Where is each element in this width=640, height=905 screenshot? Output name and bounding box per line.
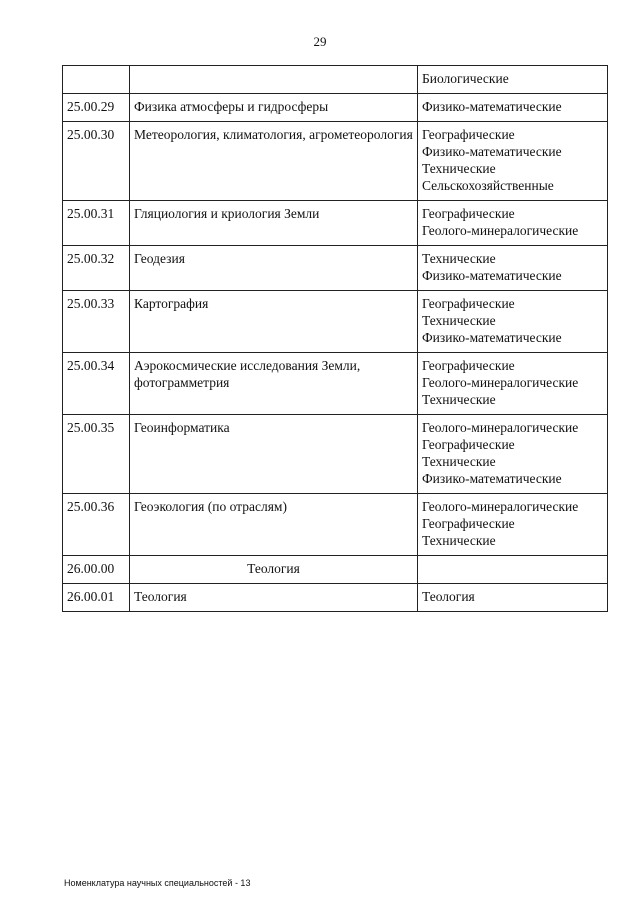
specialty-name: Аэрокосмические исследования Земли, фотограмметрия [130, 353, 418, 415]
specialty-name: Геоинформатика [130, 415, 418, 494]
science-branch: Геолого-минералогические [422, 499, 579, 514]
science-branch: Географические [422, 296, 515, 311]
table-row [63, 201, 608, 246]
science-branch: Географические [422, 127, 515, 142]
specialty-name: Метеорология, климатология, агрометеорология [130, 122, 418, 201]
table-row [63, 584, 608, 612]
science-branches [418, 201, 608, 246]
specialty-name [130, 66, 418, 94]
science-branch: Географические [422, 358, 515, 373]
science-branch: Геолого-минералогические [422, 420, 579, 435]
specialty-code: 25.00.31 [63, 201, 130, 246]
science-branch: Технические [422, 454, 496, 469]
specialty-code: 26.00.01 [63, 584, 130, 612]
specialty-name: Картография [130, 291, 418, 353]
science-branch: Сельскохозяйственные [422, 178, 554, 193]
table-row [63, 415, 608, 494]
specialty-code [63, 66, 130, 94]
specialties-table [62, 65, 608, 612]
science-branch: Физико-математические [422, 330, 562, 345]
table-row [63, 494, 608, 556]
page-number: 29 [313, 34, 327, 49]
specialty-code: 25.00.33 [63, 291, 130, 353]
specialty-name: Геоэкология (по отраслям) [130, 494, 418, 556]
specialty-name: Геодезия [130, 246, 418, 291]
specialty-code: 25.00.32 [63, 246, 130, 291]
science-branches [418, 415, 608, 494]
footer-note: Номенклатура научных специальностей - 13 [64, 878, 251, 888]
science-branch: Технические [422, 533, 496, 548]
science-branch: Геолого-минералогические [422, 223, 579, 238]
science-branches [418, 556, 608, 584]
science-branch: Физико-математические [422, 99, 562, 114]
table-row [63, 556, 608, 584]
specialty-code: 26.00.00 [63, 556, 130, 584]
science-branch: Физико-математические [422, 144, 562, 159]
science-branches [418, 291, 608, 353]
science-branch: Технические [422, 251, 496, 266]
science-branches [418, 122, 608, 201]
specialties-table-body [63, 66, 608, 612]
specialty-code: 25.00.34 [63, 353, 130, 415]
science-branch: Биологические [422, 71, 509, 86]
specialty-code: 25.00.35 [63, 415, 130, 494]
specialty-code: 25.00.36 [63, 494, 130, 556]
specialty-name: Физика атмосферы и гидросферы [130, 94, 418, 122]
table-row [63, 291, 608, 353]
table-row [63, 353, 608, 415]
science-branch: Технические [422, 392, 496, 407]
table-row [63, 246, 608, 291]
science-branches [418, 494, 608, 556]
science-branch: Технические [422, 161, 496, 176]
specialty-name: Гляциология и криология Земли [130, 201, 418, 246]
science-branch: Географические [422, 437, 515, 452]
science-branch: Геолого-минералогические [422, 375, 579, 390]
table-row [63, 94, 608, 122]
science-branches [418, 66, 608, 94]
science-branches [418, 94, 608, 122]
specialty-name: Теология [130, 584, 418, 612]
science-branches [418, 246, 608, 291]
specialty-code: 25.00.30 [63, 122, 130, 201]
science-branch: Географические [422, 206, 515, 221]
table-row [63, 122, 608, 201]
science-branches [418, 584, 608, 612]
science-branches [418, 353, 608, 415]
science-branch: Технические [422, 313, 496, 328]
specialty-name: Теология [130, 556, 418, 584]
science-branch: Физико-математические [422, 471, 562, 486]
science-branch: Географические [422, 516, 515, 531]
specialty-code: 25.00.29 [63, 94, 130, 122]
science-branch: Теология [422, 589, 475, 604]
table-row [63, 66, 608, 94]
science-branch: Физико-математические [422, 268, 562, 283]
